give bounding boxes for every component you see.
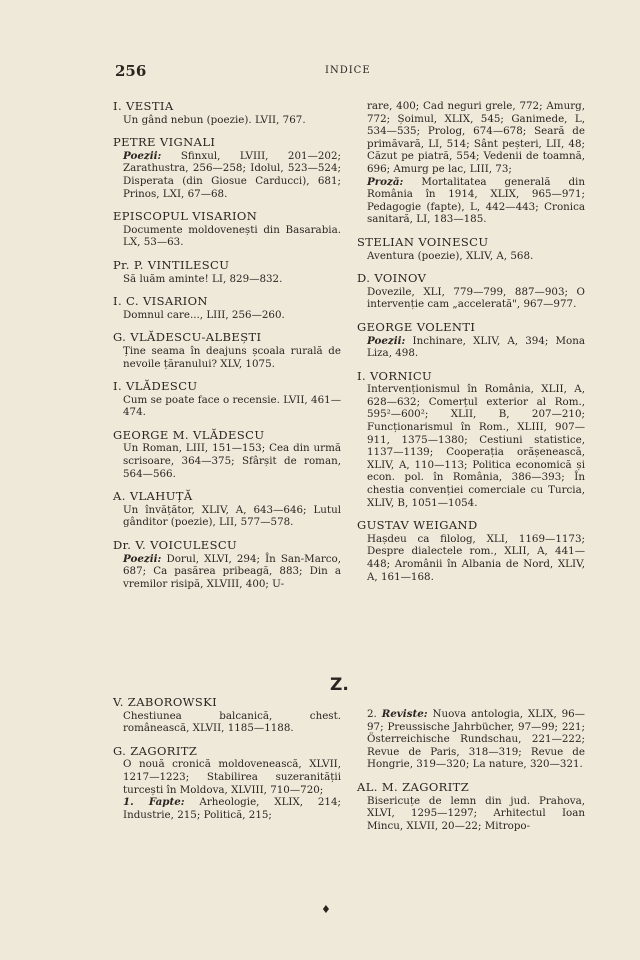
- entry-text: rare, 400; Cad neguri grele, 772; Amurg, 772; Șoimul, XLIX, 545; Ganimede, L, 534—535; Prolog, 674—678; Seară de primăvară, LI, 514; Sânt peșteri, LII, 48; Căzut pe piatră, 554; Vedenii de toamnă, 696; Amurg pe lac, LIII, 73;: [367, 100, 585, 175]
- entry-author: I. VLĂDESCU: [113, 379, 198, 394]
- index-entry: [357, 519, 585, 583]
- entry-text: Un învățător, XLIV, A, 643—646; Lutul gânditor (poezie), LII, 577—578.: [123, 503, 341, 529]
- entry-body: [357, 176, 585, 226]
- index-entry: [113, 696, 341, 735]
- index-entry: [113, 100, 341, 126]
- index-entry: [113, 539, 341, 590]
- index-entry: [113, 210, 341, 249]
- entry-number: 2.: [367, 708, 377, 720]
- index-entry: [113, 380, 341, 419]
- entry-author: I. VORNICU: [357, 368, 433, 383]
- entry-text: Dovezile, XLI, 779—799, 887—903; O intervenție cam „accelerată", 967—977.: [367, 285, 585, 311]
- entry-text: Sfinxul, LVIII, 201—202; Zarathustra, 256—258; Idolul, 523—524; Disperata (din Giosue Carducci), 681; Prinos, LXI, 67—68.: [123, 149, 341, 200]
- entry-author: AL. M. ZAGORITZ: [357, 779, 470, 794]
- entry-author: G. ZAGORITZ: [113, 743, 198, 758]
- entry-lead: Proză:: [367, 175, 404, 188]
- right-column-z: [357, 708, 585, 842]
- entry-text: Mortalitatea generală din România în 1914, XLIX, 965—971; Pedagogie (fapte), L, 442—443; Cronica sanitară, LI, 183—185.: [367, 175, 585, 226]
- entry-body: [357, 335, 585, 360]
- entry-author: G. VLĂDESCU-ALBEȘTI: [113, 330, 262, 345]
- index-entry: [113, 295, 341, 321]
- entry-author: I. C. VISARION: [113, 294, 208, 309]
- entry-lead: Poezii:: [367, 334, 406, 347]
- section-letter: Z.: [330, 675, 349, 695]
- entry-author: D. VOINOV: [357, 271, 427, 286]
- left-column: [113, 100, 341, 600]
- running-title: INDICE: [325, 65, 371, 76]
- entry-text: O nouă cronică moldovenească, XLVII, 1217—1223; Stabilirea suzeranității turcești în Moldova, XLVIII, 710—720;: [123, 758, 341, 796]
- index-entry: [357, 370, 585, 510]
- entry-text: Inchinare, XLIV, A, 394; Mona Liza, 498.: [367, 334, 585, 360]
- entry-lead: Poezii:: [123, 552, 162, 565]
- entry-text: Dorul, XLVI, 294; În San-Marco, 687; Ca pasărea pribeagă, 883; Din a vremilor risipă, XLVIII, 400; U-: [123, 552, 341, 590]
- index-entry: [357, 321, 585, 360]
- entry-text: Nuova antologia, XLIX, 96—97; Preussische Jahrbücher, 97—99; 221; Österreichische Rundschau, 221—222; Revue de Paris, 318—319; Revue de Hongrie, 319—320; La nature, 320—321.: [367, 708, 585, 771]
- entry-author: Pr. P. VINTILESCU: [113, 257, 230, 272]
- continued-entry: [357, 100, 585, 176]
- continued-entry: [357, 708, 585, 771]
- index-entry: [113, 745, 341, 822]
- index-entry: [357, 781, 585, 832]
- entry-text: Intervenționismul în România, XLII, A, 628—632; Comerțul exterior al Rom., 595²—600²; XLII, B, 207—210; Funcționarismul în Rom., XLIII, 907—911, 1375—1380; Cestiuni statistice, 1137—1139; Cooperația orășenească, XLIV, A, 110—113; Politica economică și econ. pol. în România, 386—393; În chestia convenției comerciale cu Turcia, XLIV, B, 1051—1054.: [367, 383, 585, 509]
- entry-lead: Reviste:: [381, 708, 428, 720]
- entry-author: I. VESTIA: [113, 99, 174, 113]
- entry-author: GEORGE M. VLĂDESCU: [113, 427, 265, 442]
- entry-text: Un gând nebun (poezie). LVII, 767.: [123, 113, 306, 126]
- entry-author: PETRE VIGNALI: [113, 135, 216, 150]
- entry-text: Un Roman, LIII, 151—153; Cea din urmă scrisoare, 364—375; Sfârșit de roman, 564—566.: [123, 442, 341, 480]
- entry-text: Chestiunea balcanică, chest. românească, XLVII, 1185—1188.: [123, 709, 341, 735]
- entry-text: Cum se poate face o recensie. LVII, 461—474.: [123, 393, 341, 419]
- entry-text: Documente moldovenești din Basarabia. LX, 53—63.: [123, 223, 341, 249]
- entry-author: GEORGE VOLENTI: [357, 319, 476, 334]
- ornament-mark: ♦: [321, 903, 331, 916]
- entry-text: Ține seama în deajuns școala rurală de nevoile țăranului? XLV, 1075.: [123, 344, 341, 370]
- entry-lead: 1. Fapte:: [123, 796, 185, 809]
- index-entry: [357, 236, 585, 262]
- entry-author: STELIAN VOINESCU: [357, 234, 489, 249]
- entry-body: [357, 708, 585, 771]
- entry-author: V. ZABOROWSKI: [113, 695, 218, 709]
- entry-body: [113, 150, 341, 200]
- entry-author: GUSTAV WEIGAND: [357, 518, 478, 533]
- entry-author: EPISCOPUL VISARION: [113, 209, 258, 224]
- entry-text: Să luăm aminte! LI, 829—832.: [123, 272, 283, 285]
- index-entry: [113, 136, 341, 200]
- index-entry: [113, 259, 341, 285]
- continued-entry: [357, 176, 585, 226]
- index-entry: [113, 331, 341, 370]
- entry-author: Dr. V. VOICULESCU: [113, 538, 238, 553]
- entry-body: [113, 553, 341, 591]
- entry-author: A. VLAHUȚĂ: [113, 489, 193, 504]
- entry-text: Bisericuțe de lemn din jud. Prahova, XLVI, 1295—1297; Arhitectul Ioan Mincu, XLVII, 20—22; Mitropo-: [367, 794, 585, 832]
- page-header: [115, 62, 525, 82]
- entry-lead: Poezii:: [123, 149, 162, 162]
- right-column: [357, 100, 585, 593]
- index-entry: [113, 490, 341, 529]
- left-column-z: [113, 696, 341, 831]
- entry-text: Domnul care..., LIII, 256—260.: [123, 308, 285, 321]
- index-entry: [113, 429, 341, 480]
- index-entry: [357, 272, 585, 311]
- page-number: 256: [115, 62, 147, 80]
- entry-text: Hașdeu ca filolog, XLI, 1169—1173; Despre dialectele rom., XLII, A, 441—448; Aromânii în Albania de Nord, XLIV, A, 161—168.: [367, 532, 585, 583]
- entry-text: Arheologie, XLIX, 214; Industrie, 215; Politică, 215;: [123, 796, 341, 821]
- entry-body: [113, 796, 341, 821]
- entry-text: Aventura (poezie), XLIV, A, 568.: [367, 249, 534, 262]
